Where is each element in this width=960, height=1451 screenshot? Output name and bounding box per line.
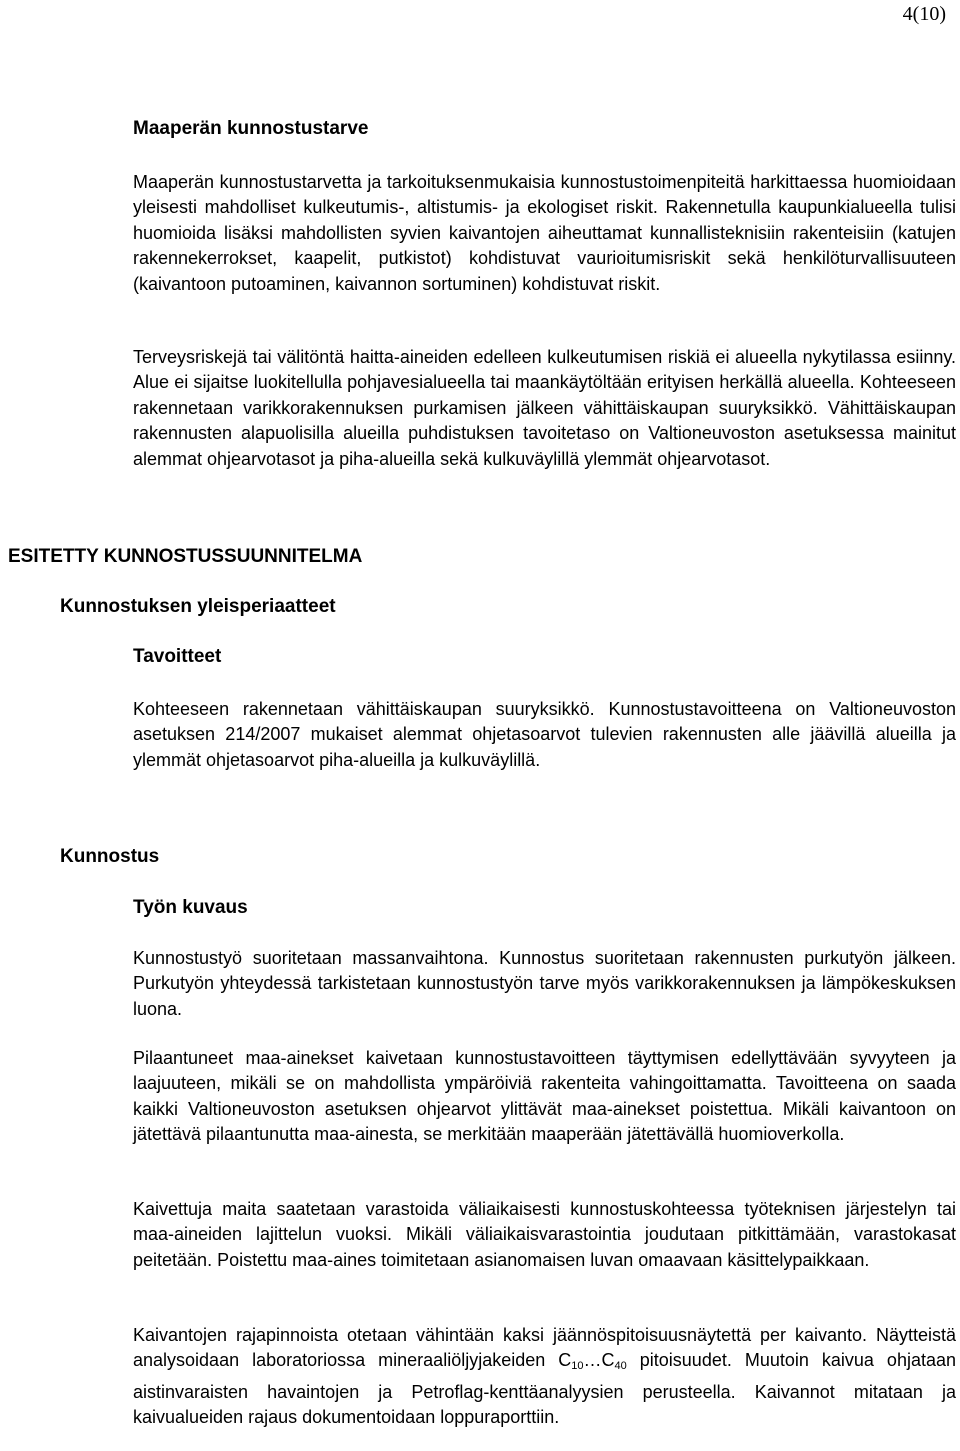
paragraph-4-text-b: pitoisuudet. Muutoin kaivua ohjataan aistinvaraisten havaintojen ja Petroflag-kenttäanalyysien perusteella. Kaivannot mitataan ja kaivualueiden rajaus dokumentoidaan loppuraporttiin. — [133, 1350, 956, 1428]
paragraph-4-text-mid: …C — [583, 1350, 615, 1371]
paragraph-tyon-kuvaus-2: Pilaantuneet maa-ainekset kaivetaan kunnostustavoitteen täyttymisen edellyttävään syvyyteen ja laajuuteen, mikäli se on mahdollista ympäröiviä rakenteita vahingoittamatta. Tavoitteena on saada kaikki Valtioneuvoston asetuksen ohjearvot ylittävät maa-ainekset poistettua. Mikäli kaivantoon on jätettävä pilaantunutta maa-ainesta, se merkitään maaperään jätettävällä huomioverkolla. — [133, 1048, 956, 1145]
paragraph-4-text-a: Kaivantojen rajapinnoista otetaan vähintään kaksi jäännöspitoisuusnäytettä per kaivanto. Näytteistä analysoidaan laboratoriossa mineraaliöljyjakeiden C — [133, 1325, 956, 1371]
heading-tyon-kuvaus: Työn kuvaus — [133, 897, 248, 918]
heading-esitetty-kunnostussuunnitelma: ESITETTY KUNNOSTUSSUUNNITELMA — [8, 546, 363, 567]
subscript-10: 10 — [571, 1360, 584, 1373]
heading-tavoitteet: Tavoitteet — [133, 646, 222, 667]
paragraph-maaperan-1: Maaperän kunnostustarvetta ja tarkoituksenmukaisia kunnostustoimenpiteitä harkittaessa huomioidaan yleisesti mahdolliset kulkeutumis-, altistumis- ja ekologiset riskit. Rakennetulla kaupunkialueella tulisi huomioida lisäksi mahdollisten syvien kaivantojen aiheuttamat kunnallisteknisiin rakenteisiin (katujen rakennekerrokset, kaapelit, putkistot) kohdistuvat vaurioitumisriskit sekä henkilöturvallisuuteen (kaivantoon putoaminen, kaivannon sortuminen) kohdistuvat riskit. — [133, 172, 956, 294]
paragraph-tyon-kuvaus-3: Kaivettuja maita saatetaan varastoida väliaikaisesti kunnostuskohteessa työteknisen järjestelyn tai maa-aineiden lajittelun vuoksi. Mikäli väliaikaisvarastointia joudutaan pitkittämään, varastokasat peitetään. Poistettu maa-aines toimitetaan asianomaisen luvan omaavaan käsittelypaikkaan. — [133, 1199, 956, 1270]
paragraph-maaperan-2: Terveysriskejä tai välitöntä haitta-aineiden edelleen kulkeutumisen riskiä ei alueella nykytilassa esiinny. Alue ei sijaitse luokitellulla pohjavesialueella tai maankäytöltään erityisen herkällä alueella. Kohteeseen rakennetaan varikkorakennuksen purkamisen jälkeen vähittäiskaupan suuryksikkö. Vähittäiskaupan rakennusten alapuolisilla alueilla puhdistuksen tavoitetaso on Valtioneuvoston asetuksessa mainitut alemmat ohjearvotasot ja piha-alueilla sekä kulkuväylillä ylemmät ohjearvotasot. — [133, 347, 956, 469]
paragraph-tyon-kuvaus-1: Kunnostustyö suoritetaan massanvaihtona. Kunnostus suoritetaan rakennusten purkutyön jälkeen. Purkutyön yhteydessä tarkistetaan kunnostustyön tarve myös varikkorakennuksen ja lämpökeskuksen luona. — [133, 948, 956, 1019]
paragraph-tyon-kuvaus-4 — [133, 1323, 956, 1431]
heading-kunnostuksen-yleisperiaatteet: Kunnostuksen yleisperiaatteet — [60, 596, 336, 617]
page-number: 4(10) — [902, 3, 946, 25]
subscript-40: 40 — [614, 1360, 627, 1373]
paragraph-tavoitteet: Kohteeseen rakennetaan vähittäiskaupan suuryksikkö. Kunnostustavoitteena on Valtioneuvoston asetuksen 214/2007 mukaiset alemmat ohjetasoarvot tulevien rakennusten alle jäävillä alueilla ja ylemmät ohjetasoarvot piha-alueilla ja kulkuväylillä. — [133, 699, 956, 770]
heading-kunnostus: Kunnostus — [60, 846, 160, 867]
heading-maaperan-kunnostustarve: Maaperän kunnostustarve — [133, 118, 369, 139]
